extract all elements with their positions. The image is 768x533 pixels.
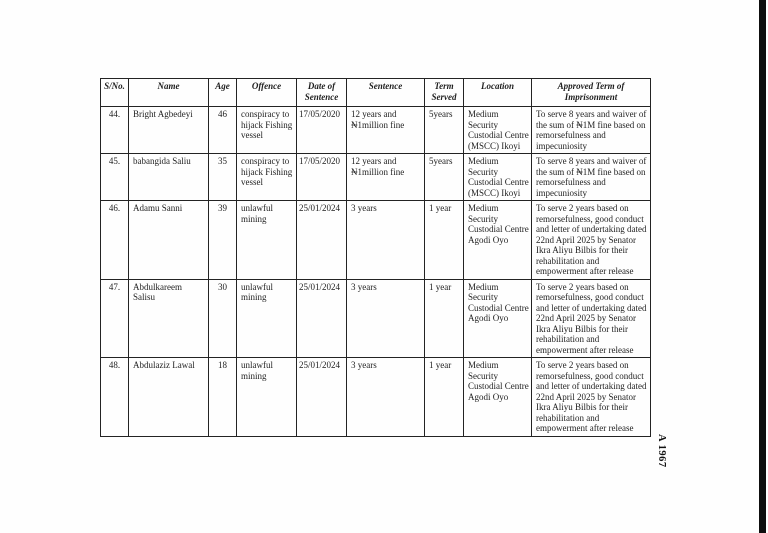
- cell-offence: unlawful mining: [237, 201, 297, 280]
- cell-approved-term: To serve 8 years and waiver of the sum of ₦1M fine based on remorsefulness and impecuniosity: [532, 107, 651, 154]
- prisoner-sentence-table: [100, 78, 651, 437]
- cell-location: Medium Security Custodial Centre Agodi Oyo: [464, 358, 532, 437]
- col-header-offence: Offence: [237, 79, 297, 107]
- cell-name: Adamu Sanni: [129, 201, 209, 280]
- cell-sentence: 3 years: [347, 201, 425, 280]
- scan-edge-band: [759, 0, 766, 533]
- cell-sentence: 12 years and ₦1million fine: [347, 107, 425, 154]
- cell-age: 39: [209, 201, 237, 280]
- cell-sno: 48.: [101, 358, 129, 437]
- cell-offence: unlawful mining: [237, 279, 297, 358]
- cell-location: Medium Security Custodial Centre Agodi Oyo: [464, 201, 532, 280]
- col-header-approved-term: Approved Term of Imprisonment: [532, 79, 651, 107]
- col-header-sno: S/No.: [101, 79, 129, 107]
- col-header-location: Location: [464, 79, 532, 107]
- table-row: [101, 154, 651, 201]
- table-row: [101, 107, 651, 154]
- cell-sentence: 3 years: [347, 279, 425, 358]
- cell-name: Abdulkareem Salisu: [129, 279, 209, 358]
- cell-location: Medium Security Custodial Centre (MSCC) Ikoyi: [464, 154, 532, 201]
- cell-sentence: 12 years and ₦1million fine: [347, 154, 425, 201]
- table-row: [101, 358, 651, 437]
- table-header-row: [101, 79, 651, 107]
- cell-sno: 45.: [101, 154, 129, 201]
- cell-date-of-sentence: 17/05/2020: [297, 154, 347, 201]
- cell-location: Medium Security Custodial Centre Agodi Oyo: [464, 279, 532, 358]
- col-header-date-of-sentence: Date of Sentence: [297, 79, 347, 107]
- cell-date-of-sentence: 17/05/2020: [297, 107, 347, 154]
- cell-sno: 46.: [101, 201, 129, 280]
- cell-term-served: 5years: [425, 107, 464, 154]
- table-row: [101, 201, 651, 280]
- cell-offence: unlawful mining: [237, 358, 297, 437]
- cell-sno: 44.: [101, 107, 129, 154]
- cell-approved-term: To serve 8 years and waiver of the sum of ₦1M fine based on remorsefulness and impecuniosity: [532, 154, 651, 201]
- cell-sentence: 3 years: [347, 358, 425, 437]
- cell-date-of-sentence: 25/01/2024: [297, 279, 347, 358]
- cell-approved-term: To serve 2 years based on remorsefulness, good conduct and letter of undertaking dated 22nd April 2025 by Senator Ikra Aliyu Bilbis for their rehabilitation and empowerment after release: [532, 279, 651, 358]
- cell-term-served: 1 year: [425, 358, 464, 437]
- cell-offence: conspiracy to hijack Fishing vessel: [237, 107, 297, 154]
- cell-age: 35: [209, 154, 237, 201]
- table-row: [101, 279, 651, 358]
- cell-approved-term: To serve 2 years based on remorsefulness, good conduct and letter of undertaking dated 22nd April 2025 by Senator Ikra Aliyu Bilbis for their rehabilitation and empowerment after release: [532, 358, 651, 437]
- cell-age: 46: [209, 107, 237, 154]
- cell-offence: conspiracy to hijack Fishing vessel: [237, 154, 297, 201]
- cell-location: Medium Security Custodial Centre (MSCC) Ikoyi: [464, 107, 532, 154]
- cell-date-of-sentence: 25/01/2024: [297, 201, 347, 280]
- cell-age: 30: [209, 279, 237, 358]
- cell-term-served: 1 year: [425, 279, 464, 358]
- cell-age: 18: [209, 358, 237, 437]
- cell-term-served: 1 year: [425, 201, 464, 280]
- cell-approved-term: To serve 2 years based on remorsefulness, good conduct and letter of undertaking dated 22nd April 2025 by Senator Ikra Aliyu Bilbis for their rehabilitation and empowerment after release: [532, 201, 651, 280]
- cell-sno: 47.: [101, 279, 129, 358]
- cell-name: babangida Saliu: [129, 154, 209, 201]
- cell-name: Abdulaziz Lawal: [129, 358, 209, 437]
- col-header-name: Name: [129, 79, 209, 107]
- col-header-sentence: Sentence: [347, 79, 425, 107]
- cell-name: Bright Agbedeyi: [129, 107, 209, 154]
- page-number-side-label: A 1967: [656, 434, 667, 468]
- cell-term-served: 5years: [425, 154, 464, 201]
- col-header-age: Age: [209, 79, 237, 107]
- col-header-term-served: Term Served: [425, 79, 464, 107]
- cell-date-of-sentence: 25/01/2024: [297, 358, 347, 437]
